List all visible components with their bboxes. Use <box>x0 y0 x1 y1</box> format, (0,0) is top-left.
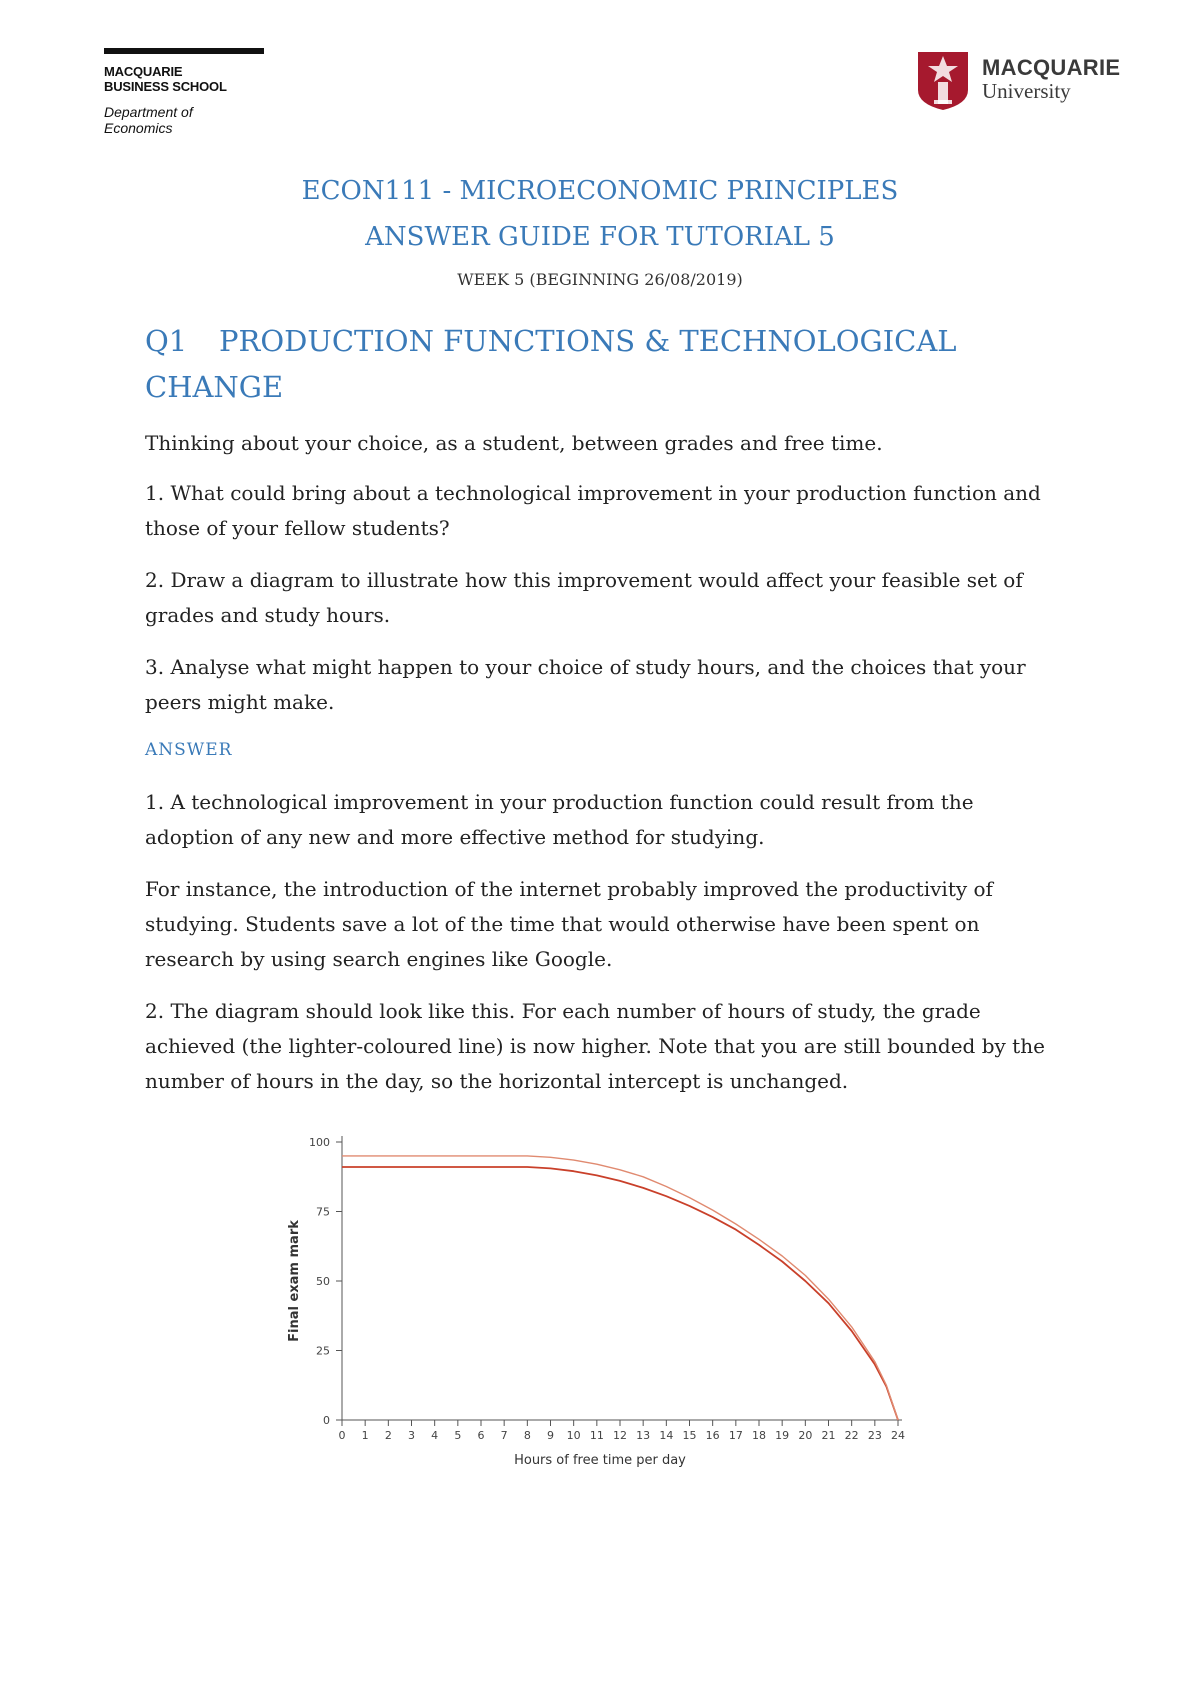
x-tick-label: 20 <box>798 1429 813 1442</box>
guide-title: ANSWER GUIDE FOR TUTORIAL 5 <box>365 222 835 252</box>
university-subtitle: University <box>982 79 1071 103</box>
y-axis-label: Final exam mark <box>287 1220 302 1342</box>
university-wordmark: MACQUARIE <box>982 55 1121 80</box>
x-tick-label: 13 <box>636 1429 651 1442</box>
crest-icon <box>916 50 970 112</box>
production-function-chart <box>270 1120 910 1480</box>
school-name-line1: MACQUARIE <box>104 64 183 79</box>
x-tick-label: 3 <box>408 1429 415 1442</box>
course-title: ECON111 - MICROECONOMIC PRINCIPLES <box>301 176 899 206</box>
logo-bar <box>104 48 264 54</box>
x-tick-label: 14 <box>659 1429 674 1442</box>
answer-paragraph-2: For instance, the introduction of the internet probably improved the productivity of studying. Students save a lot of the time that would otherwise have been spent on research by using search engines like Google. <box>145 877 993 971</box>
x-tick-label: 6 <box>477 1429 485 1442</box>
x-tick-label: 7 <box>500 1429 508 1442</box>
improved-production-curve <box>342 1156 898 1420</box>
x-tick-label: 18 <box>752 1429 766 1442</box>
y-tick-label: 25 <box>316 1344 330 1358</box>
y-tick-label: 50 <box>316 1275 330 1288</box>
x-tick-label: 12 <box>613 1429 627 1442</box>
question-number: Q1 <box>145 324 188 358</box>
answer-paragraph-1: 1. A technological improvement in your production function could result from the adoption of any new and more effective method for studying. <box>145 790 974 849</box>
y-tick-label: 100 <box>309 1136 330 1149</box>
question-heading <box>145 318 1065 410</box>
x-tick-label: 1 <box>361 1429 369 1442</box>
x-tick-label: 22 <box>844 1429 859 1442</box>
x-tick-label: 23 <box>867 1429 882 1442</box>
week-label: WEEK 5 (BEGINNING 26/08/2019) <box>457 270 743 289</box>
x-tick-label: 24 <box>891 1429 905 1442</box>
x-tick-label: 8 <box>523 1429 531 1442</box>
x-tick-label: 17 <box>728 1429 743 1442</box>
x-tick-label: 4 <box>431 1429 439 1442</box>
x-tick-label: 19 <box>775 1429 790 1442</box>
university-logo <box>916 50 1120 112</box>
x-tick-label: 11 <box>589 1429 604 1442</box>
answer-paragraph-3: 2. The diagram should look like this. For each number of hours of study, the grade achieved (the lighter-coloured line) is now higher. Note that you are still bounded by the number of hours in the day, so the horizontal intercept is unchanged. <box>145 999 1045 1093</box>
school-name <box>104 64 264 94</box>
x-tick-label: 0 <box>338 1429 346 1442</box>
x-tick-label: 16 <box>705 1429 720 1442</box>
y-tick-label: 0 <box>323 1414 330 1427</box>
business-school-logo <box>104 48 264 136</box>
x-tick-label: 10 <box>566 1429 581 1442</box>
question-item-3: 3. Analyse what might happen to your choice of study hours, and the choices that your peers might make. <box>145 655 1026 714</box>
x-tick-label: 21 <box>821 1429 836 1442</box>
department-name: Department of Economics <box>104 104 193 136</box>
x-tick-label: 2 <box>384 1429 392 1442</box>
answer-label: ANSWER <box>145 740 233 760</box>
question-item-1: 1. What could bring about a technological improvement in your production function and those of your fellow students? <box>145 481 1041 540</box>
question-title: PRODUCTION FUNCTIONS & TECHNOLOGICAL CHANGE <box>145 324 957 404</box>
y-tick-label: 75 <box>316 1205 330 1219</box>
question-intro: Thinking about your choice, as a student, between grades and free time. <box>145 431 883 455</box>
school-name-line2: BUSINESS SCHOOL <box>104 79 227 94</box>
x-axis-label: Hours of free time per day <box>514 1453 686 1468</box>
x-tick-label: 15 <box>682 1429 697 1442</box>
x-tick-label: 9 <box>547 1429 554 1442</box>
x-tick-label: 5 <box>454 1429 462 1442</box>
original-production-curve <box>342 1167 898 1420</box>
question-item-2: 2. Draw a diagram to illustrate how this improvement would affect your feasible set of grades and study hours. <box>145 568 1023 627</box>
